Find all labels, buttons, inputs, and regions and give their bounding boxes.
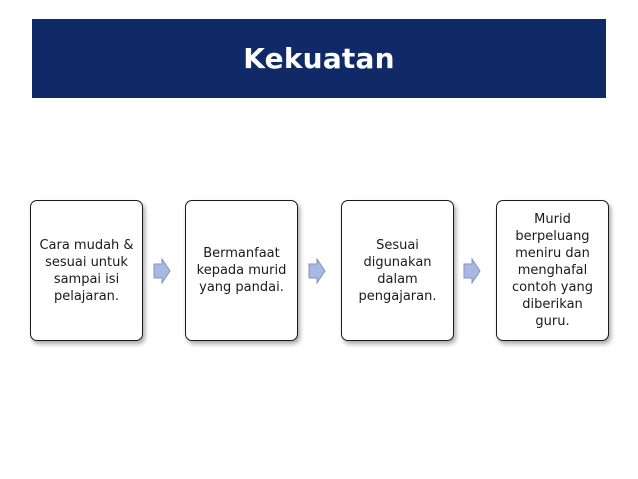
step-text-2: Bermanfaat kepada murid yang pandai. (196, 246, 287, 295)
step-box-1 (30, 200, 143, 341)
step-box-3 (341, 200, 454, 341)
right-arrow-icon (463, 258, 481, 284)
step-box-4 (496, 200, 609, 341)
step-text-3: Sesuai digunakan dalam pengajaran. (358, 237, 437, 304)
title-banner (32, 19, 606, 98)
step-text-4: Murid berpeluang meniru dan menghafal contoh yang diberikan guru. (512, 212, 593, 329)
step-text-1: Cara mudah & sesuai untuk sampai isi pelajaran. (39, 237, 134, 304)
right-arrow-icon (308, 258, 326, 284)
right-arrow-icon (153, 258, 171, 284)
page-title: Kekuatan (243, 42, 395, 75)
step-box-2 (185, 200, 298, 341)
